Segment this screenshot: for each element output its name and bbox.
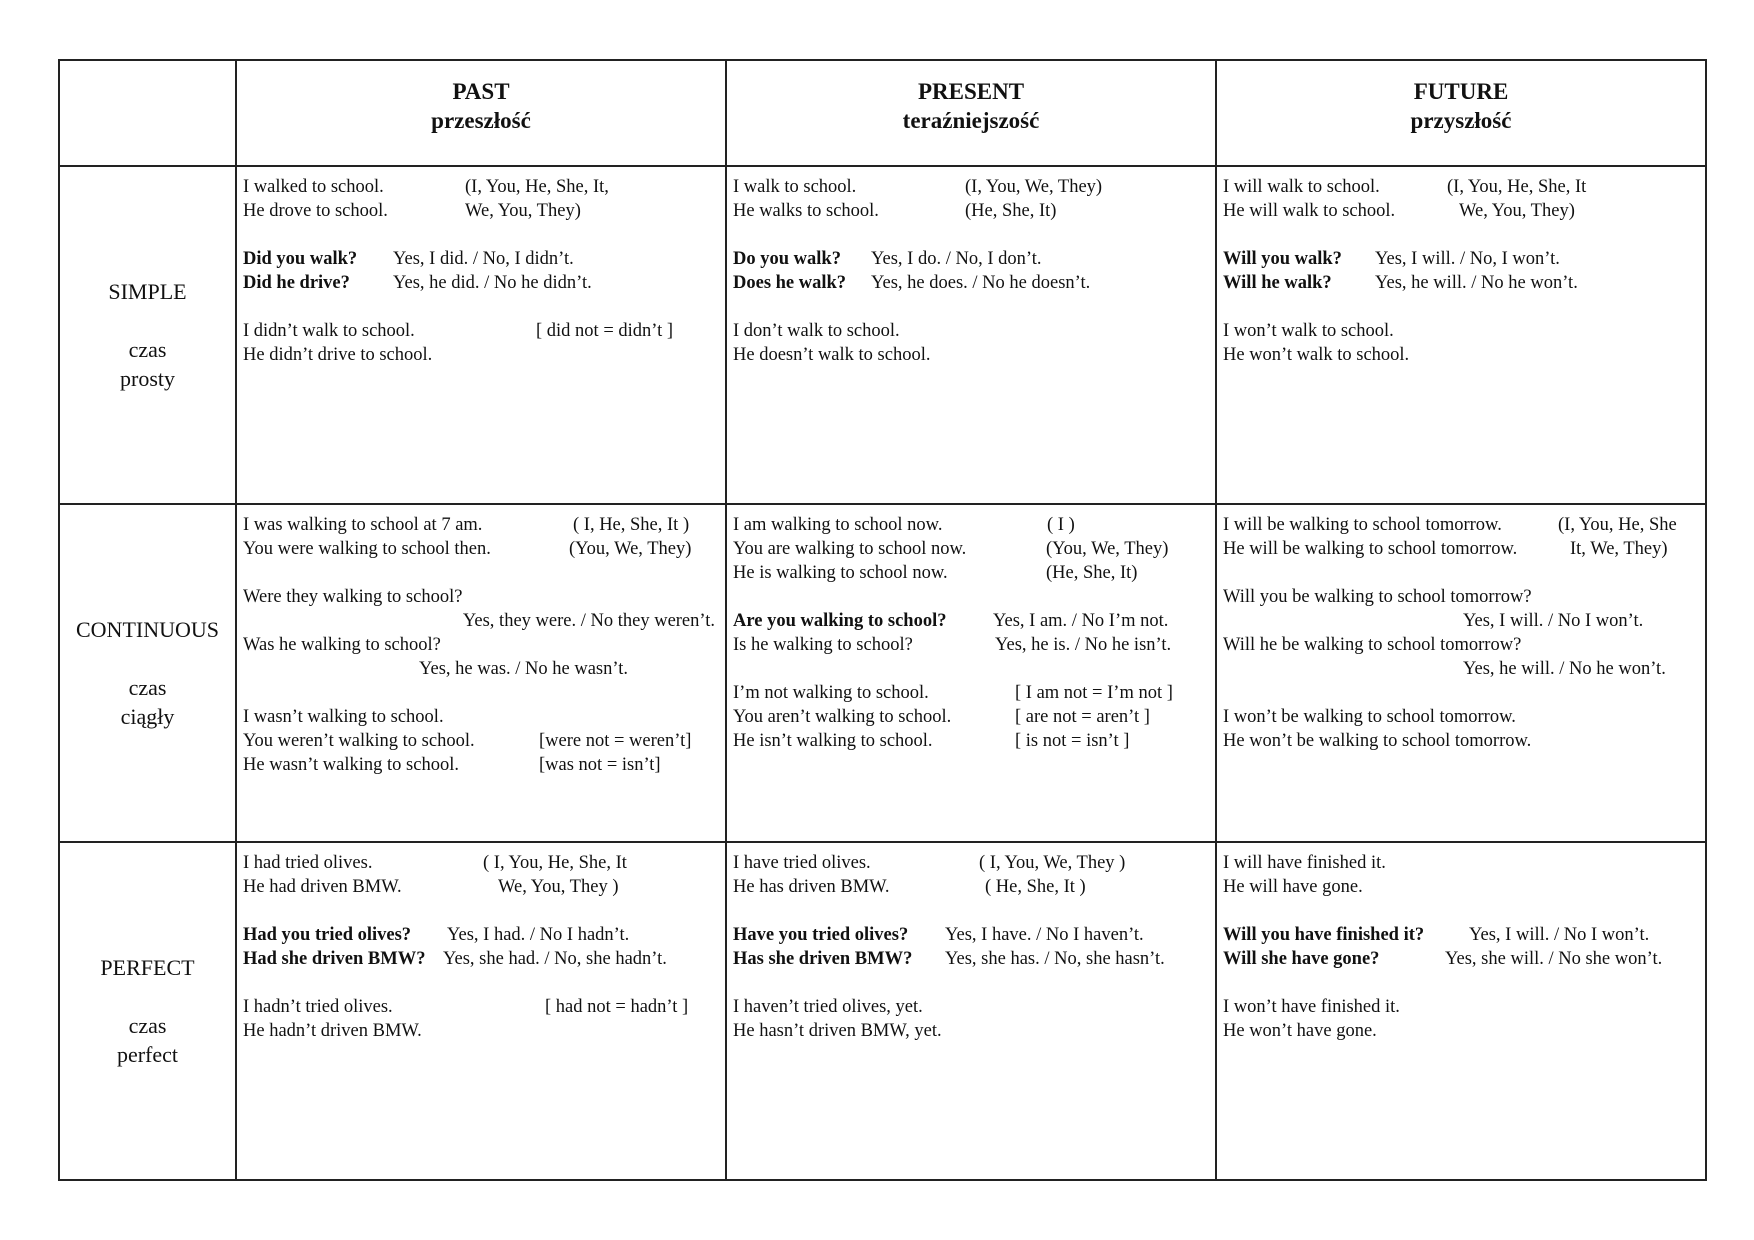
question: Will you be walking to school tomorrow? (1223, 587, 1532, 607)
sentence: I had tried olives. (243, 853, 373, 873)
pronouns: ( I, You, We, They ) (979, 853, 1126, 873)
answer: Yes, she has. / No, she hasn’t. (945, 949, 1165, 969)
pronouns: (I, You, He, She, It, (465, 177, 609, 197)
sentence: He didn’t drive to school. (243, 345, 433, 365)
sentence: I will be walking to school tomorrow. (1223, 515, 1502, 535)
col-header-present (726, 60, 1216, 166)
pronouns: ( I, He, She, It ) (573, 515, 690, 535)
sentence: He will be walking to school tomorrow. (1223, 539, 1518, 559)
sentence: I walked to school. (243, 177, 384, 197)
contraction: [ did not = didn’t ] (536, 321, 674, 341)
sentence: He isn’t walking to school. (733, 731, 933, 751)
answer: Yes, they were. / No they weren’t. (462, 611, 715, 631)
answer: Yes, he will. / No he won’t. (1463, 659, 1666, 679)
sentence: I walk to school. (733, 177, 857, 197)
cell-continuous-present (726, 504, 1216, 842)
answer: Yes, he will. / No he won’t. (1375, 273, 1578, 293)
simple-name: SIMPLE (108, 279, 187, 304)
sentence: He is walking to school now. (733, 563, 948, 583)
answer: Yes, I have. / No I haven’t. (945, 925, 1144, 945)
sentence: I wasn’t walking to school. (243, 707, 444, 727)
contraction: [ had not = hadn’t ] (545, 997, 689, 1017)
cell-continuous-future (1216, 504, 1706, 842)
question: Will he walk? (1223, 273, 1332, 293)
continuous-pl2: ciągły (120, 704, 175, 729)
sentence: I was walking to school at 7 am. (243, 515, 483, 535)
answer: Yes, he does. / No he doesn’t. (871, 273, 1091, 293)
question: Did you walk? (243, 249, 358, 269)
contraction: [were not = weren’t] (539, 731, 692, 751)
sentence: He has driven BMW. (733, 877, 890, 897)
pronouns: (I, You, He, She (1558, 515, 1677, 535)
answer: Yes, I will. / No I won’t. (1463, 611, 1644, 631)
question: Do you walk? (733, 249, 841, 269)
question: Will she have gone? (1223, 949, 1380, 969)
sentence: I have tried olives. (733, 853, 871, 873)
question: Was he walking to school? (243, 635, 441, 655)
sentence: I will have finished it. (1223, 853, 1386, 873)
sentence: I won’t walk to school. (1223, 321, 1394, 341)
cell-simple-present (726, 166, 1216, 504)
answer: Yes, I did. / No, I didn’t. (393, 249, 574, 269)
question: Is he walking to school? (733, 635, 913, 655)
future-title: FUTURE (1413, 79, 1509, 104)
cell-perfect-future (1216, 842, 1706, 1180)
question: Will he be walking to school tomorrow? (1223, 635, 1522, 655)
sentence: You are walking to school now. (733, 539, 967, 559)
row-header-continuous (59, 504, 236, 842)
sentence: I didn’t walk to school. (243, 321, 415, 341)
present-title: PRESENT (917, 79, 1025, 104)
perfect-name: PERFECT (100, 955, 195, 980)
sentence: I am walking to school now. (733, 515, 943, 535)
question: Will you have finished it? (1223, 925, 1425, 945)
contraction: [ I am not = I’m not ] (1015, 683, 1173, 703)
sentence: He wasn’t walking to school. (243, 755, 459, 775)
pronouns: (I, You, He, She, It (1447, 177, 1587, 197)
answer: Yes, I will. / No, I won’t. (1375, 249, 1560, 269)
cell-simple-future (1216, 166, 1706, 504)
sentence: He hadn’t driven BMW. (243, 1021, 422, 1041)
question: Have you tried olives? (733, 925, 909, 945)
sentence: He will have gone. (1223, 877, 1363, 897)
sentence: He won’t be walking to school tomorrow. (1223, 731, 1532, 751)
contraction: [was not = isn’t] (539, 755, 661, 775)
pronouns: (He, She, It) (1046, 563, 1138, 583)
sentence: I’m not walking to school. (733, 683, 929, 703)
sentence: I haven’t tried olives, yet. (733, 997, 923, 1017)
pronouns: (He, She, It) (965, 201, 1057, 221)
question: Are you walking to school? (733, 611, 947, 631)
pronouns: ( He, She, It ) (985, 877, 1086, 897)
sentence: You were walking to school then. (243, 539, 491, 559)
sentence: I won’t be walking to school tomorrow. (1223, 707, 1516, 727)
continuous-pl1: czas (128, 675, 167, 700)
past-title: PAST (452, 79, 510, 104)
sentence: He drove to school. (243, 201, 388, 221)
pronouns: We, You, They ) (498, 877, 619, 897)
cell-perfect-present (726, 842, 1216, 1180)
simple-pl1: czas (128, 337, 167, 362)
sentence: I will walk to school. (1223, 177, 1380, 197)
answer: Yes, I will. / No I won’t. (1469, 925, 1650, 945)
corner-cell (59, 60, 236, 166)
pronouns: ( I ) (1047, 515, 1075, 535)
answer: Yes, I am. / No I’m not. (993, 611, 1169, 631)
continuous-name: CONTINUOUS (76, 617, 219, 642)
row-header-perfect (59, 842, 236, 1180)
cell-perfect-past (236, 842, 726, 1180)
pronouns: (You, We, They) (569, 539, 692, 559)
sentence: He had driven BMW. (243, 877, 402, 897)
question: Will you walk? (1223, 249, 1342, 269)
pronouns: It, We, They) (1570, 539, 1668, 559)
contraction: [ is not = isn’t ] (1015, 731, 1130, 751)
pronouns: (You, We, They) (1046, 539, 1169, 559)
row-header-simple (59, 166, 236, 504)
cell-simple-past (236, 166, 726, 504)
sentence: He doesn’t walk to school. (733, 345, 931, 365)
cell-continuous-past (236, 504, 726, 842)
perfect-pl1: czas (128, 1013, 167, 1038)
future-subtitle: przyszłość (1410, 108, 1512, 133)
question: Did he drive? (243, 273, 350, 293)
pronouns: We, You, They) (465, 201, 581, 221)
contraction: [ are not = aren’t ] (1015, 707, 1150, 727)
col-header-past (236, 60, 726, 166)
question: Had you tried olives? (243, 925, 412, 945)
tenses-table (58, 59, 1707, 1181)
pronouns: (I, You, We, They) (965, 177, 1103, 197)
answer: Yes, she had. / No, she hadn’t. (443, 949, 667, 969)
sentence: You aren’t walking to school. (733, 707, 952, 727)
perfect-pl2: perfect (116, 1042, 179, 1067)
past-subtitle: przeszłość (431, 108, 531, 133)
sentence: He hasn’t driven BMW, yet. (733, 1021, 942, 1041)
sentence: He won’t have gone. (1223, 1021, 1377, 1041)
sentence: He won’t walk to school. (1223, 345, 1410, 365)
sentence: I don’t walk to school. (733, 321, 900, 341)
sentence: I won’t have finished it. (1223, 997, 1400, 1017)
answer: Yes, he is. / No he isn’t. (995, 635, 1172, 655)
answer: Yes, he did. / No he didn’t. (393, 273, 592, 293)
answer: Yes, he was. / No he wasn’t. (419, 659, 628, 679)
col-header-future (1216, 60, 1706, 166)
sentence: He walks to school. (733, 201, 879, 221)
sentence: You weren’t walking to school. (243, 731, 475, 751)
pronouns: We, You, They) (1459, 201, 1575, 221)
pronouns: ( I, You, He, She, It (483, 853, 627, 873)
answer: Yes, I had. / No I hadn’t. (447, 925, 630, 945)
answer: Yes, she will. / No she won’t. (1445, 949, 1663, 969)
question: Does he walk? (733, 273, 847, 293)
question: Had she driven BMW? (243, 949, 426, 969)
sentence: I hadn’t tried olives. (243, 997, 393, 1017)
present-subtitle: teraźniejszość (902, 108, 1040, 133)
question: Has she driven BMW? (733, 949, 913, 969)
answer: Yes, I do. / No, I don’t. (871, 249, 1042, 269)
simple-pl2: prosty (120, 366, 175, 391)
sentence: He will walk to school. (1223, 201, 1396, 221)
question: Were they walking to school? (243, 587, 463, 607)
